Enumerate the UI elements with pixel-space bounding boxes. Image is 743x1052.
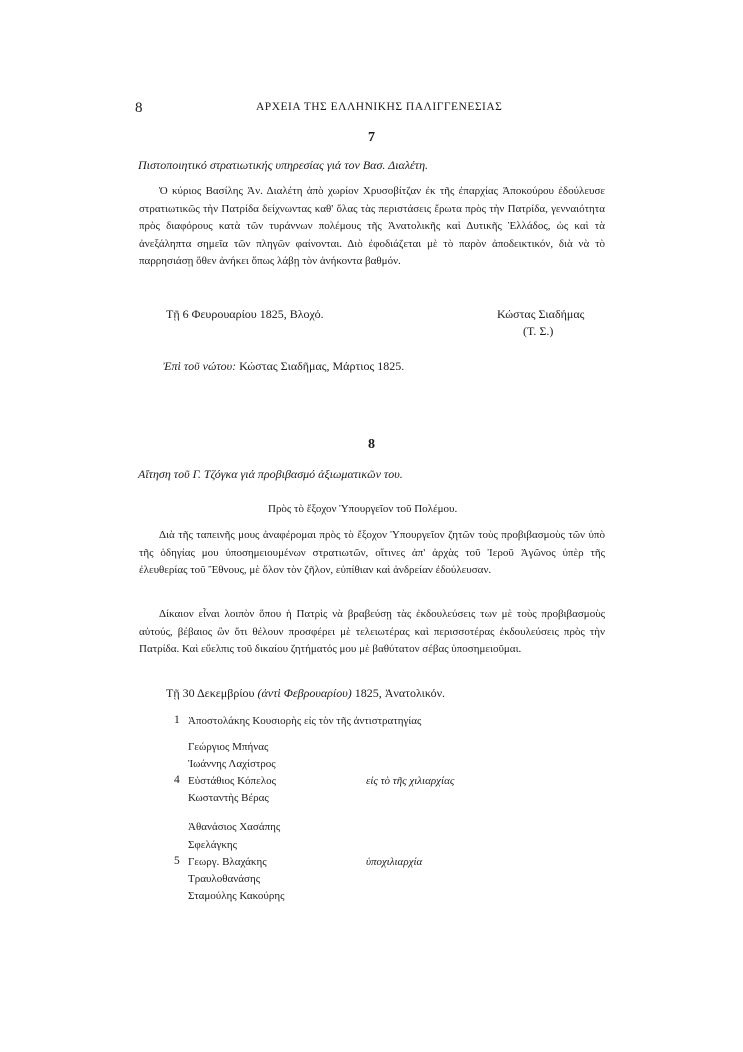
group-2-rank: εἰς τὸ τῆς χιλιαρχίας [366, 775, 455, 787]
list-item: Τραυλοθανάσης [188, 873, 261, 885]
document-8-paragraph-2: Δίκαιον εἶναι λοιπὸν ὅπου ἡ Πατρὶς νὰ βραβεύσῃ τὰς ἐκδουλεύσεις των μὲ τοὺς προβιβασμοὺς αὐτούς, βέβαιος ὢν ὅτι θέλουν προσφέρει μὲ τελειωτέρας καὶ περισσοτέρας ἐκδουλεύσεις πρὸς τὴν Πατρίδα. Καὶ εὔελπις τοῦ δικαίου ζητήματός μου μὲ βαθύτατον σέβας ὑποσημειοῦμαι. [139, 608, 605, 656]
verso-label: Ἐπὶ τοῦ νώτου: [163, 359, 237, 373]
document-number-7: 7 [368, 130, 375, 145]
document-8-paragraph-1: Διὰ τῆς ταπεινῆς μους ἀναφέρομαι πρὸς τὸ ἔξοχον Ὑπουργεῖον ζητῶν τοὺς προβιβασμοὺς τῶν ὑπὸ τῆς ὁδηγίας μου ὑποσημειουμένων στρατιωτῶν, οἵτινες ἀπ' ἀρχὰς τοῦ Ἱεροῦ Ἀγῶνος ὑπὲρ τῆς ἐλευθερίας τοῦ Ἔθνους, μὲ ὅλον τὸν ζῆλον, εὐπίθιαν καὶ ἀνδρείαν ἐδούλευσαν. [139, 529, 605, 577]
document-7-date-line: Τῇ 6 Φευρουαρίου 1825, Βλοχό. [166, 307, 324, 321]
document-number-8: 8 [368, 437, 375, 452]
group-1-count: 1 [174, 714, 180, 726]
list-item: Γεώργιος Μπήνας [188, 741, 269, 753]
date-note: (ἀντὶ Φεβρουαρίου) [257, 686, 352, 700]
date-prefix: Τῇ 30 Δεκεμβρίου [166, 686, 255, 700]
list-item: Σφελάγκης [188, 839, 237, 851]
verso-note [163, 359, 404, 374]
running-title: ΑΡΧΕΙΑ ΤΗΣ ΕΛΛΗΝΙΚΗΣ ΠΑΛΙΓΓΕΝΕΣΙΑΣ [256, 101, 503, 113]
seal-mark: (Τ. Σ.) [523, 324, 554, 338]
page-number: 8 [135, 100, 143, 116]
list-item: Ἀθανάσιος Χασάπης [188, 821, 281, 833]
group-1-entry: Ἀποστολάκης Κουσιορὴς εἰς τὸν τῆς ἀντιστρατηγίας [188, 715, 422, 727]
list-item: Γεωργ. Βλαχάκης [188, 856, 267, 868]
list-item: Εὐστάθιος Κόπελος [188, 775, 276, 787]
document-8-date-line [166, 686, 445, 701]
document-7-title: Πιστοποιητικό στρατιωτικής υπηρεσίας γιά τον Βασ. Διαλέτη. [138, 158, 429, 172]
list-item: Σταμούλης Κακούρης [188, 890, 285, 902]
group-3-count: 5 [174, 855, 180, 867]
date-suffix: 1825, Ἀνατολικόν. [354, 686, 446, 700]
signatory-name: Κώστας Σιαδήμας [497, 307, 585, 321]
document-7-body: Ὁ κύριος Βασίλης Ἀν. Διαλέτη ἀπὸ χωρίον Χρυσοβίτζαν ἐκ τῆς ἐπαρχίας Ἀποκούρου ἐδούλευσε στρατιωτικῶς τὴν Πατρίδα δείχνωντας καθ' ὅλας τὰς περιστάσεις ἔρωτα πρὸς τὴν Πατρίδα, γενναιότητα πρὸς διαφόρους κατὰ τῶν τυράννων πολέμους τῆς Ἀνατολικῆς καὶ Δυτικῆς Ἑλλάδος, ὡς καὶ τὰ ἀνεξάληπτα σημεῖα τῶν πληγῶν φαίνονται. Διὸ ἐφοδιάζεται μὲ τὸ παρὸν ἀποδεικτικόν, διὰ νὰ τὸ παρρησιάσῃ ὅθεν ἀνήκει ὅπως λάβῃ τὸν ἀνήκοντα βαθμόν. [139, 185, 605, 268]
list-item: Ἰωάννης Λαχίστρος [188, 758, 276, 770]
verso-text: Κώστας Σιαδῆμας, Μάρτιος 1825. [239, 359, 405, 373]
group-3-rank: ὑποχιλιαρχία [366, 856, 423, 868]
address-line: Πρὸς τὸ ἔξοχον Ὑπουργεῖον τοῦ Πολέμου. [268, 503, 458, 515]
group-2-count: 4 [174, 774, 180, 786]
document-8-title: Αἴτηση τοῦ Γ. Τζόγκα γιά προβιβασμό ἀξιωματικῶν του. [138, 467, 403, 481]
list-item: Κωσταντὴς Βέρας [188, 792, 269, 804]
